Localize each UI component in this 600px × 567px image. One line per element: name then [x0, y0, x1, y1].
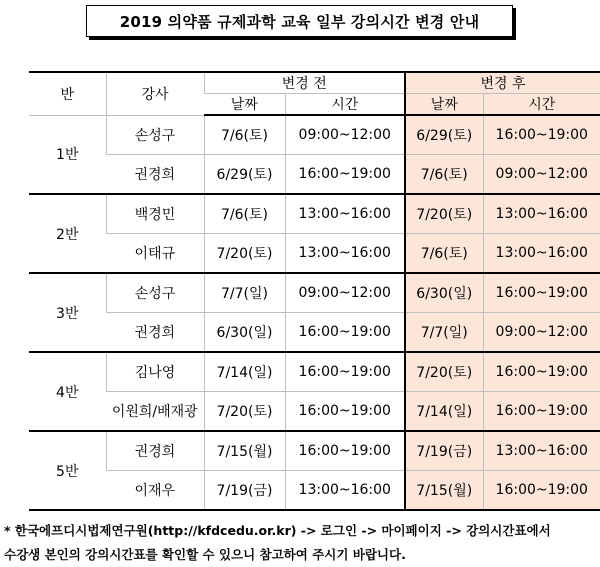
before-time-cell: 09:00~12:00: [285, 273, 405, 313]
after-date-cell: 7/20(토): [405, 352, 483, 392]
before-date-cell: 7/6(토): [204, 194, 285, 234]
after-date-cell: 7/20(토): [405, 194, 483, 234]
table-row: [29, 313, 600, 353]
footer-note: [4, 519, 600, 567]
header-after-time: 시간: [483, 94, 600, 116]
instructor-cell: 권경희: [106, 313, 204, 353]
header-after: 변경 후: [405, 72, 600, 94]
table-row: [29, 352, 600, 392]
after-time-cell: 13:00~16:00: [483, 194, 600, 234]
table-row: [29, 431, 600, 471]
after-time-cell: 16:00~19:00: [483, 392, 600, 432]
instructor-cell: 손성구: [106, 273, 204, 313]
table-row: [29, 471, 600, 511]
instructor-cell: 손성구: [106, 115, 204, 155]
header-before: 변경 전: [204, 72, 405, 94]
before-time-cell: 16:00~19:00: [285, 155, 405, 195]
after-date-cell: 7/6(토): [405, 234, 483, 274]
ban-cell: 2반: [29, 194, 106, 273]
before-date-cell: 7/20(토): [204, 234, 285, 274]
before-date-cell: 7/20(토): [204, 392, 285, 432]
header-before-time: 시간: [285, 94, 405, 116]
after-date-cell: 7/14(일): [405, 392, 483, 432]
instructor-cell: 권경희: [106, 431, 204, 471]
after-time-cell: 16:00~19:00: [483, 352, 600, 392]
header-ban: 반: [29, 72, 106, 115]
ban-cell: 5반: [29, 431, 106, 510]
instructor-cell: 권경희: [106, 155, 204, 195]
before-time-cell: 09:00~12:00: [285, 115, 405, 155]
before-time-cell: 16:00~19:00: [285, 431, 405, 471]
before-date-cell: 7/15(월): [204, 431, 285, 471]
before-time-cell: 16:00~19:00: [285, 392, 405, 432]
instructor-cell: 김나영: [106, 352, 204, 392]
after-date-cell: 7/6(토): [405, 155, 483, 195]
before-date-cell: 7/19(금): [204, 471, 285, 511]
after-date-cell: 6/29(토): [405, 115, 483, 155]
table-row: [29, 115, 600, 155]
after-date-cell: 6/30(일): [405, 273, 483, 313]
table-row: [29, 234, 600, 274]
before-date-cell: 6/29(토): [204, 155, 285, 195]
header-after-date: 날짜: [405, 94, 483, 116]
after-date-cell: 7/19(금): [405, 431, 483, 471]
page-title: 2019 의약품 규제과학 교육 일부 강의시간 변경 안내: [86, 5, 513, 37]
header-instructor: 강사: [106, 72, 204, 115]
ban-cell: 3반: [29, 273, 106, 352]
ban-cell: 1반: [29, 115, 106, 194]
before-time-cell: 13:00~16:00: [285, 471, 405, 511]
after-time-cell: 09:00~12:00: [483, 313, 600, 353]
table-row: [29, 392, 600, 432]
after-time-cell: 16:00~19:00: [483, 115, 600, 155]
footer-line-2: 수강생 본인의 강의시간표를 확인할 수 있으니 참고하여 주시기 바랍니다.: [4, 547, 406, 562]
before-date-cell: 7/14(일): [204, 352, 285, 392]
table-row: [29, 273, 600, 313]
before-time-cell: 16:00~19:00: [285, 313, 405, 353]
after-date-cell: 7/7(일): [405, 313, 483, 353]
before-date-cell: 6/30(일): [204, 313, 285, 353]
after-time-cell: 16:00~19:00: [483, 273, 600, 313]
before-time-cell: 13:00~16:00: [285, 194, 405, 234]
instructor-cell: 이재우: [106, 471, 204, 511]
before-date-cell: 7/6(토): [204, 115, 285, 155]
instructor-cell: 이태규: [106, 234, 204, 274]
table-row: [29, 194, 600, 234]
after-time-cell: 13:00~16:00: [483, 234, 600, 274]
after-time-cell: 09:00~12:00: [483, 155, 600, 195]
header-before-date: 날짜: [204, 94, 285, 116]
before-time-cell: 13:00~16:00: [285, 234, 405, 274]
table-row: [29, 155, 600, 195]
after-time-cell: 13:00~16:00: [483, 431, 600, 471]
instructor-cell: 이원희/배재광: [106, 392, 204, 432]
after-time-cell: 16:00~19:00: [483, 471, 600, 511]
after-date-cell: 7/15(월): [405, 471, 483, 511]
footer-line-1: * 한국에프디시법제연구원(http://kfdcedu.or.kr) -> 로그인 -> 마이페이지 -> 강의시간표에서: [4, 523, 551, 538]
instructor-cell: 백경민: [106, 194, 204, 234]
before-date-cell: 7/7(일): [204, 273, 285, 313]
schedule-table: [29, 71, 600, 511]
ban-cell: 4반: [29, 352, 106, 431]
before-time-cell: 16:00~19:00: [285, 352, 405, 392]
